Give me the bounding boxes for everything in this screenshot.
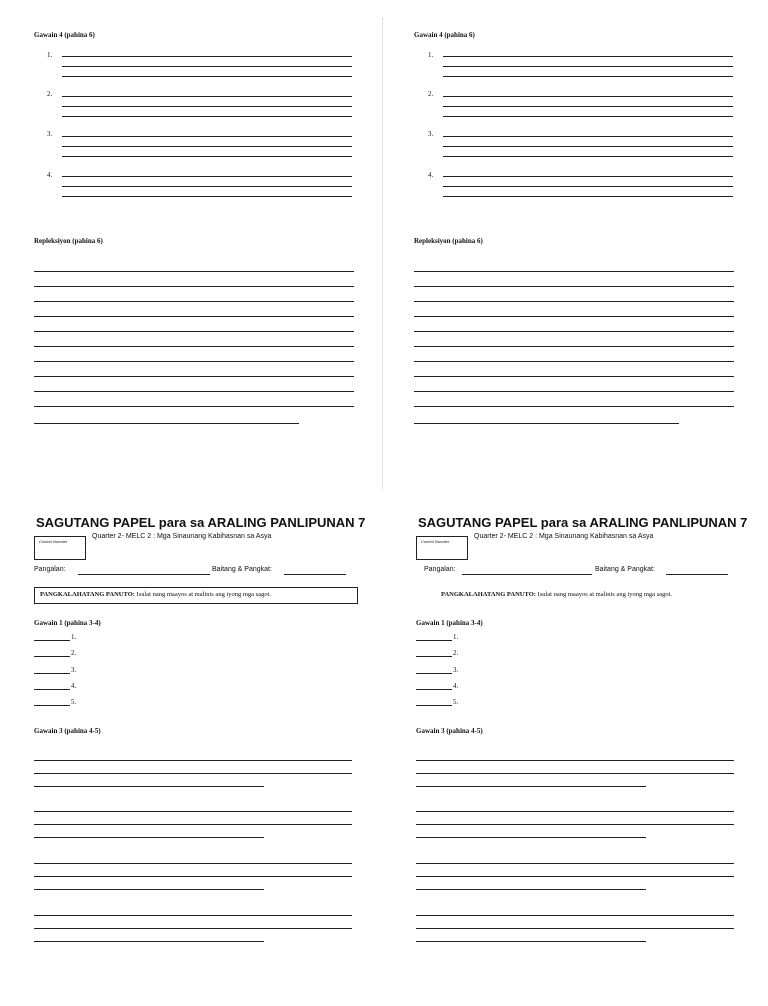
gawain1-item-number: 2. [453,649,459,657]
gawain1-item-number: 5. [71,698,77,706]
gawain1-blank[interactable] [34,656,70,657]
gawain1-heading: Gawain 1 (pahina 3-4) [34,619,101,627]
baitang-label: Baitang & Pangkat: [595,566,655,573]
gawain4-item-number: 4. [428,171,434,179]
sheet-subtitle: Quarter 2- MELC 2 : Mga Sinaunang Kabihasnan sa Asya [474,533,654,540]
baitang-label: Baitang & Pangkat: [212,566,272,573]
repleksiyon-heading: Repleksiyon (pahina 6) [34,237,103,245]
gawain4-item-number: 2. [47,90,53,98]
sheet-title: SAGUTANG PAPEL para sa ARALING PANLIPUNAN 7 [418,515,748,530]
page-divider [382,18,383,490]
gawain1-item-number: 1. [71,633,77,641]
gawain1-blank[interactable] [34,705,70,706]
gawain1-item-number: 2. [71,649,77,657]
gawain1-heading: Gawain 1 (pahina 3-4) [416,619,483,627]
panuto-text: PANGKALAHATANG PANUTO: Isulat nang maayos at malinis ang iyong mga sagot. [40,591,272,598]
gawain1-item-number: 3. [71,666,77,674]
baitang-field[interactable] [666,574,728,575]
gawain1-blank[interactable] [416,656,452,657]
pangalan-label: Pangalan: [34,566,66,573]
gawain4-item-number: 3. [47,130,53,138]
pangalan-label: Pangalan: [424,566,456,573]
gawain1-blank[interactable] [416,640,452,641]
control-number-box[interactable] [34,536,86,560]
gawain3-heading: Gawain 3 (pahina 4-5) [416,727,483,735]
repleksiyon-heading: Repleksiyon (pahina 6) [414,237,483,245]
gawain1-blank[interactable] [34,689,70,690]
baitang-field[interactable] [284,574,346,575]
gawain1-blank[interactable] [34,640,70,641]
gawain1-item-number: 4. [453,682,459,690]
gawain4-item-number: 3. [428,130,434,138]
sheet-title: SAGUTANG PAPEL para sa ARALING PANLIPUNAN 7 [36,515,366,530]
gawain1-item-number: 4. [71,682,77,690]
gawain4-heading: Gawain 4 (pahina 6) [34,31,95,39]
gawain1-item-number: 5. [453,698,459,706]
pangalan-field[interactable] [78,574,210,575]
sheet-subtitle: Quarter 2- MELC 2 : Mga Sinaunang Kabihasnan sa Asya [92,533,272,540]
gawain4-item-number: 2. [428,90,434,98]
gawain1-item-number: 3. [453,666,459,674]
control-number-label: Control Number [421,539,450,544]
control-number-box[interactable] [416,536,468,560]
gawain4-item-number: 1. [428,51,434,59]
gawain3-heading: Gawain 3 (pahina 4-5) [34,727,101,735]
gawain1-blank[interactable] [416,689,452,690]
gawain1-item-number: 1. [453,633,459,641]
control-number-label: Control Number [39,539,68,544]
panuto-text: PANGKALAHATANG PANUTO: Isulat nang maayos at malinis ang iyong mga sagot. [441,591,673,598]
gawain1-blank[interactable] [34,673,70,674]
gawain4-heading: Gawain 4 (pahina 6) [414,31,475,39]
gawain4-item-number: 1. [47,51,53,59]
gawain1-blank[interactable] [416,705,452,706]
pangalan-field[interactable] [462,574,592,575]
gawain1-blank[interactable] [416,673,452,674]
gawain4-item-number: 4. [47,171,53,179]
